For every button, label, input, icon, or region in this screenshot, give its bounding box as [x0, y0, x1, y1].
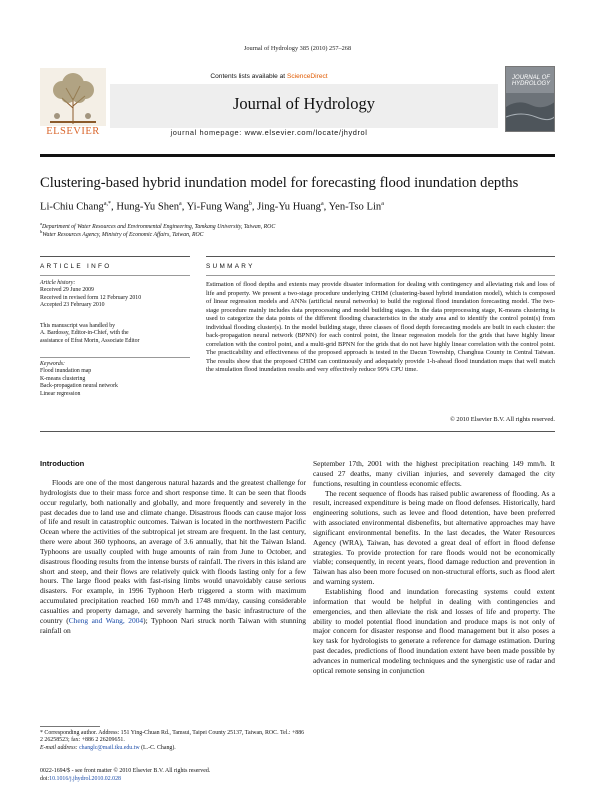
- history-accepted: Accepted 23 February 2010: [40, 302, 105, 309]
- author-affiliation-mark: a: [179, 201, 182, 207]
- summary-rule: [206, 275, 555, 276]
- homepage-url[interactable]: www.elsevier.com/locate/jhydrol: [244, 128, 368, 137]
- publication-meta: [40, 768, 306, 784]
- author-name[interactable]: Yen-Tso Lin: [328, 201, 382, 213]
- affiliation-b: [40, 229, 555, 238]
- footnote-address: * Corresponding author. Address: 151 Ying-Chuan Rd., Tamsui, Taipei County 25137, Taiwan, ROC. Tel.: +886 2 26258523; fax: +886 2 26209651.: [40, 730, 305, 744]
- intro-paragraph-2: The recent sequence of floods has raised public awareness of flooding. As a result, increased expenditure is being made on flood defenses. Historically, hard engineering solutions, such as levee and flood detention, have been preferred with associated environmental disbenefits, but alternative approaches may have significant environmental benefits. In the last decades, the Water Resources Agency (WRA), Taiwan, has devoted a great deal of effort in flood defense strategies. To provide protection for rare floods would not be economically viable; consequently, in recent years, flood damage reduction and prevention in Taiwan has also been more focused on non-structural efforts, such as flood alert and warning system.: [313, 488, 555, 587]
- author-name[interactable]: Li-Chiu Chang: [40, 201, 104, 213]
- cover-label: JOURNAL OF HYDROLOGY: [511, 75, 551, 87]
- issn-line: 0022-1694/$ - see front matter © 2010 Elsevier B.V. All rights reserved.: [40, 768, 211, 774]
- introduction-heading: Introduction: [40, 459, 85, 468]
- author-separator: ,: [323, 201, 329, 213]
- author-separator: ,: [251, 201, 258, 213]
- author-affiliation-mark: a,*: [103, 201, 112, 207]
- handled-line: This manuscript was handled by: [40, 323, 116, 329]
- author-name[interactable]: Jing-Yu Huang: [257, 201, 321, 213]
- summary-rule-top: [206, 256, 555, 257]
- corresponding-author-footnote: [40, 730, 306, 752]
- intro-right-column: [313, 459, 555, 676]
- author-affiliation-mark: a: [381, 201, 384, 207]
- handled-line: assistance of Efrat Morin, Associate Editor: [40, 337, 140, 344]
- affiliation-text: Department of Water Resources and Environmental Engineering, Tamkang University, Taiwan, ROC: [42, 223, 276, 230]
- affiliation-mark: b: [40, 229, 43, 234]
- contents-line: [40, 73, 498, 80]
- author-affiliation-mark: b: [248, 201, 252, 207]
- handled-line: A. Bardossy, Editor-in-Chief, with the: [40, 330, 129, 337]
- journal-cover-image: [505, 66, 555, 132]
- elsevier-wordmark: ELSEVIER: [46, 126, 100, 137]
- article-history: [40, 280, 200, 310]
- contents-prefix: Contents lists available at: [210, 73, 287, 80]
- keyword: Linear regression: [40, 390, 81, 397]
- affiliation-text: Water Resources Agency, Ministry of Economic Affairs, Taiwan, ROC: [42, 231, 204, 238]
- keywords-rule: [40, 357, 190, 358]
- author-name[interactable]: Yi-Fung Wang: [186, 201, 249, 213]
- summary-heading: SUMMARY: [206, 263, 255, 270]
- journal-homepage: [40, 128, 498, 137]
- keyword: Back-propagation neural network: [40, 383, 118, 390]
- abstract-bottom-rule: [40, 431, 555, 432]
- handling-editor-note: [40, 323, 200, 345]
- keyword: K-means clustering: [40, 375, 86, 382]
- footnote-rule: [40, 726, 100, 727]
- intro-paragraph-continued: September 17th, 2001 with the highest precipitation reaching 149 mm/h. It caused 27 deaths, many civilian injuries, and severely damaged the city functions, resulting in countless economic effects.: [313, 459, 555, 488]
- author-list: [40, 201, 555, 213]
- footnote-email-line: [40, 745, 306, 752]
- article-info-heading: ARTICLE INFO: [40, 263, 112, 270]
- homepage-prefix: journal homepage:: [170, 128, 245, 137]
- article-info-rule-top: [40, 256, 190, 257]
- author-affiliation-mark: a: [320, 201, 324, 207]
- author-separator: ,: [111, 201, 117, 213]
- article-info-rule: [40, 275, 190, 276]
- history-label: Article history:: [40, 280, 76, 286]
- article-title: Clustering-based hybrid inundation model for forecasting flood inundation depths: [40, 175, 519, 191]
- history-revised: Received in revised form 12 February 2010: [40, 294, 142, 301]
- affiliation-mark: a: [40, 221, 42, 226]
- email-suffix: (L.-C. Chang).: [139, 744, 176, 751]
- doi-line: [40, 776, 306, 784]
- copyright-notice: © 2010 Elsevier B.V. All rights reserved.: [449, 416, 555, 423]
- history-received: Received 29 June 2009: [40, 287, 94, 294]
- paragraph-text: Floods are one of the most dangerous natural hazards and the greatest challenge for hydrologists due to their mass force and short response time. It can be seen that floods occur regularly, both nationally and globally, and more frequently and severely in the past decades due to land use and climate change. Disastrous floods can cause major loss of life and result in catastrophic outcomes. Taiwan is located in the northwestern Pacific Ocean where the activities of the subtropical jet stream are frequent. In the last century, there were about 360 typhoons, an average of 3.6 annually, that hit the Taiwan Island. Typhoons are usually coupled with huge amounts of rain from June to October, and disastrous flooding results from the intense bursts of rainfall. The rivers in this island are short and steep, and their flows are relatively quick with floods lasting only for a few hours. The large flood peaks with fast-rising limbs would unavoidably cause serious disasters. For example, in 1996 Typhoon Herb triggered a storm with maximum accumulated precipitation reached 160 mm/h and 1748 mm/day, causing considerable casualties and property damage, and severely harming the basic infrastructure of the country (: [40, 478, 306, 625]
- keywords: [40, 361, 200, 398]
- keywords-label: Keywords:: [40, 361, 65, 367]
- abstract-text: Estimation of flood depths and extents may provide disaster information for dealing with contingency and alleviating risk and loss of life and property. We present a two-stage procedure underlying CHIM (clustering-based hybrid inundation model), which is composed of linear regression models and ANNs (artificial neural networks) to build the regional flood inundation forecasting model. The two-stage procedure mainly includes data preprocessing and model building stages. In the data preprocessing stage, K-means clustering is used to categorize the data points of the different flooding characteristics in the study area and to identify the control point(s) from individual flooding cluster(s). In the model building stage, three classes of flood depth forecasting models are built in each cluster: the back-propagation neural network (BPNN) for each control point, the linear regression models for the grids that have highly linear correlation with the control point, and a multi-grid BPNN for the grids that do not have highly linear correlation with the control point. The practicability and effectiveness of the proposed approach is tested in the Dacun Township, Changhua County in Central Taiwan. The results show that the proposed CHIM can continuously and adequately provide 1-h-ahead flood inundation maps that well match the simulation flood inundation results and very effectively reduce 99% CPU time.: [206, 281, 555, 373]
- intro-paragraph-1: [40, 478, 306, 636]
- citation-link[interactable]: Cheng and Wang, 2004: [68, 615, 144, 625]
- journal-reference: Journal of Hydrology 385 (2010) 257–268: [243, 45, 352, 52]
- email-link[interactable]: changlc@mail.tku.edu.tw: [79, 744, 140, 751]
- doi-link[interactable]: 10.1016/j.jhydrol.2010.02.028: [49, 775, 122, 782]
- intro-paragraph-3: Establishing flood and inundation forecasting systems could extent information that would be helpful in dealing with contingencies and emergencies, and then alleviate the risk and losses of life and property. The ability to model potential flood inundation and produce maps is not only of major concern for disaster response and flood management but it also poses a key task for hydrologists to generate a reference for damage estimation. During past decades, predictions of flood inundation extent have been made possible by advances in numerical modeling techniques and the synergistic use of radar and optical remote sensing in conjunction: [313, 586, 555, 675]
- header-rule: [40, 154, 555, 157]
- intro-left-column: [40, 478, 306, 636]
- author-separator: ,: [181, 201, 187, 213]
- journal-title: Journal of Hydrology: [232, 94, 376, 113]
- sciencedirect-link[interactable]: ScienceDirect: [286, 73, 328, 80]
- keyword: Flood inundation map: [40, 368, 92, 375]
- doi-prefix: doi:: [40, 775, 50, 782]
- paragraph-text: ); Typhoon Nari struck north Taiwan with stunning rainfall on: [40, 615, 306, 635]
- email-label: E-mail address:: [40, 744, 80, 751]
- author-name[interactable]: Hung-Yu Shen: [116, 201, 180, 213]
